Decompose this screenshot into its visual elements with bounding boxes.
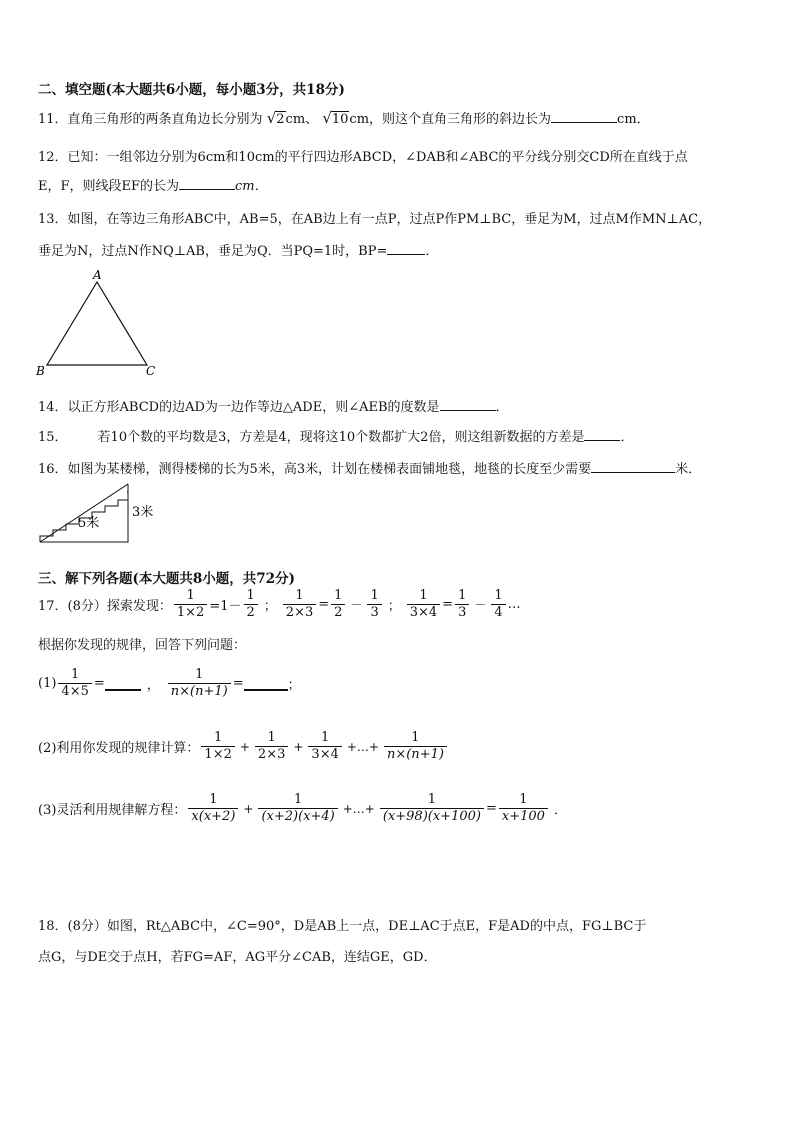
- q16-text: 16．如图为某楼梯，测得楼梯的长为5米，高3米，计划在楼梯表面铺地毯，地毯的长度至少需要: [38, 462, 592, 477]
- q15-end: ．: [620, 430, 634, 445]
- q11-text-2: ，则这个直角三角形的斜边长为: [369, 112, 552, 127]
- sqrt-symbol-icon: √: [322, 109, 332, 127]
- question-17-rule: 根据你发现的规律，回答下列问题：: [38, 638, 247, 653]
- stairs-height-label: 3米: [132, 505, 154, 520]
- question-17-part-1: (1) $\frac{1}{4\times 5}$ = ， $\frac{1}{n\times(n+1)}$ = ；: [38, 667, 301, 699]
- question-16: [38, 458, 701, 477]
- equals-one-minus: =1－: [209, 599, 242, 615]
- q17-intro-text: 17．(8分）探索发现：: [38, 599, 172, 615]
- question-13-line-2: [38, 240, 438, 259]
- q15-number: 15．: [38, 430, 68, 445]
- q11-number: 11．: [38, 112, 68, 127]
- question-17-intro: 17．(8分）探索发现： $\frac{1}{1\times 2}$ =1－ $\frac{1}{2}$ ； $\frac{1}{2\times 3}$ = $\frac{1}{2}$ － $\frac{1}{3}$ ； $\frac{1}{3\times 4}$ = $\frac{1}{3}$ － $\frac{1}{4}$ …: [38, 588, 521, 620]
- answer-blank[interactable]: [179, 177, 235, 190]
- vertex-label-a: A: [93, 268, 102, 282]
- question-11: [38, 108, 650, 127]
- fraction: $\frac{1}{2\times 3}$: [283, 589, 316, 621]
- fraction: $\frac{1}{(x+98)(x+100)}$: [380, 793, 484, 825]
- question-18-line-2: 点G，与DE交于点H，若FG=AF，AG平分∠CAB，连结GE，GD．: [38, 950, 437, 965]
- fraction: $\frac{1}{3}$: [455, 589, 469, 621]
- answer-blank[interactable]: [440, 398, 496, 411]
- fraction: $\frac{1}{2}$: [331, 589, 345, 621]
- sqrt-symbol-icon: √: [266, 109, 277, 127]
- question-12-line-1: 12．已知：一组邻边分别为6cm和10cm的平行四边形ABCD，∠DAB和∠ABC的平分线分别交CD所在直线于点: [38, 150, 688, 165]
- answer-blank[interactable]: [551, 110, 617, 123]
- vertex-label-c: C: [146, 364, 156, 378]
- fraction: $\frac{1}{(x+2)(x+4)}$: [258, 793, 337, 825]
- part-label: (1): [38, 676, 57, 692]
- fraction: $\frac{1}{3}$: [367, 589, 381, 621]
- q11-radicand-1: 2: [276, 112, 285, 127]
- question-15: [38, 426, 633, 445]
- question-14: [38, 396, 509, 415]
- question-17-part-2: (2)利用你发现的规律计算： $\frac{1}{1\times 2}$ + $\frac{1}{2\times 3}$ + $\frac{1}{3\times 4}$ +…+ $\frac{1}{n\times(n+1)}$: [38, 731, 449, 763]
- fraction: $\frac{1}{n\times(n+1)}$: [384, 731, 447, 763]
- fraction: $\frac{1}{2}$: [244, 589, 258, 621]
- fraction: $\frac{1}{x(x+2)}$: [188, 793, 238, 825]
- question-18-line-1: 18．(8分）如图，Rt△ABC中，∠C=90°，D是AB上一点，DE⊥AC于点E，F是AD的中点，FG⊥BC于: [38, 919, 647, 934]
- q14-end: ．: [495, 400, 509, 415]
- fraction: $\frac{1}{x+100}$: [499, 793, 548, 825]
- fraction: $\frac{1}{2\times 3}$: [255, 731, 288, 763]
- fraction: $\frac{1}{4}$: [491, 589, 505, 621]
- stairs-hypotenuse: [40, 484, 128, 542]
- equilateral-triangle-figure: [30, 268, 170, 380]
- triangle-shape: [47, 282, 147, 365]
- q11-radicand-2: 10: [331, 112, 349, 127]
- stairs-length-label: 5米: [78, 516, 100, 531]
- part-label: (2)利用你发现的规律计算：: [38, 741, 200, 757]
- q11-unit: cm．: [617, 112, 650, 127]
- q11-text-1: 直角三角形的两条直角边长分别为: [67, 112, 263, 127]
- fraction: $\frac{1}{1\times 2}$: [201, 731, 234, 763]
- part-label: (3)灵活利用规律解方程：: [38, 803, 187, 819]
- q15-text: 若10个数的平均数是3，方差是4，现将这10个数都扩大2倍，则这组新数据的方差是: [97, 430, 585, 445]
- q13-text: 垂足为N，过点N作NQ⊥AB，垂足为Q．当PQ=1时，BP=: [38, 244, 388, 259]
- question-13-line-1: 13．如图，在等边三角形ABC中，AB=5，在AB边上有一点P，过点P作PM⊥BC，垂足为M，过点M作MN⊥AC，: [38, 212, 712, 227]
- answer-blank[interactable]: [244, 677, 288, 691]
- section-heading-solve: 三、解下列各题(本大题共8小题，共72分): [38, 571, 295, 587]
- answer-blank[interactable]: [387, 242, 425, 255]
- fraction: $\frac{1}{3\times 4}$: [308, 731, 341, 763]
- section-heading-fill-in: 二、填空题(本大题共6小题，每小题3分，共18分): [38, 82, 345, 98]
- q12-unit: cm．: [235, 179, 268, 194]
- fraction: $\frac{1}{4\times 5}$: [58, 668, 91, 700]
- fraction: $\frac{1}{1\times 2}$: [174, 589, 207, 621]
- fraction: $\frac{1}{n\times(n+1)}$: [168, 668, 231, 700]
- q11-separator: 、: [305, 112, 319, 127]
- answer-blank[interactable]: [105, 677, 141, 691]
- answer-blank[interactable]: [584, 428, 620, 441]
- vertex-label-b: B: [36, 364, 45, 378]
- fraction: $\frac{1}{3\times 4}$: [407, 589, 440, 621]
- staircase-figure: [36, 480, 166, 548]
- answer-blank[interactable]: [591, 460, 675, 473]
- q13-end: ．: [425, 244, 439, 259]
- q14-text: 14．以正方形ABCD的边AD为一边作等边△ADE，则∠AEB的度数是: [38, 400, 440, 415]
- q12-text: E，F，则线段EF的长为: [38, 179, 180, 194]
- q11-unit-1: cm: [285, 112, 306, 127]
- question-12-line-2: [38, 175, 268, 194]
- q16-end: 米．: [675, 462, 702, 477]
- question-17-part-3: (3)灵活利用规律解方程： $\frac{1}{x(x+2)}$ + $\frac{1}{(x+2)(x+4)}$ +…+ $\frac{1}{(x+98)(x+100)}$ = $\frac{1}{x+100}$ ．: [38, 792, 567, 824]
- q11-unit-2: cm: [349, 112, 370, 127]
